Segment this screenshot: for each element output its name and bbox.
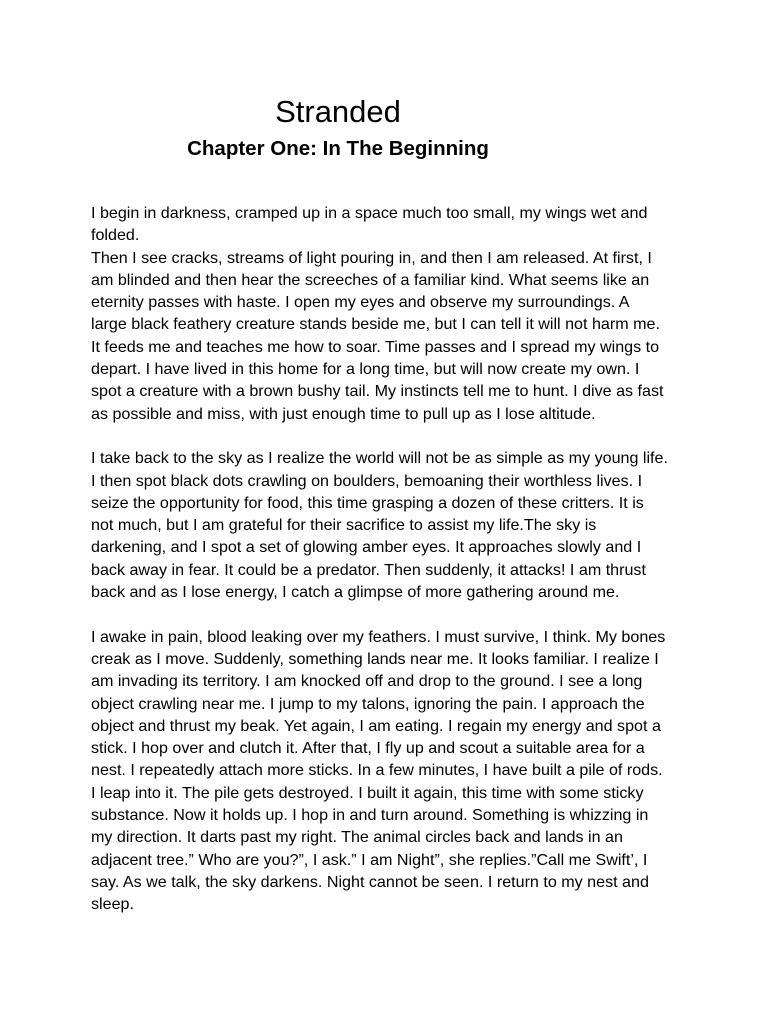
chapter-heading: Chapter One: In The Beginning: [187, 137, 489, 160]
text-line: object crawling near me. I jump to my talons, ignoring the pain. I approach the: [91, 694, 645, 713]
text-line: am blinded and then hear the screeches of a familiar kind. What seems like an: [91, 270, 650, 289]
text-line: say. As we talk, the sky darkens. Night cannot be seen. I return to my nest and: [91, 872, 649, 891]
text-line: folded.: [91, 226, 140, 245]
text-line: as possible and miss, with just enough time to pull up as I lose altitude.: [91, 404, 596, 423]
text-line: I awake in pain, blood leaking over my feathers. I must survive, I think. My bones: [91, 627, 666, 646]
document-body: [91, 202, 691, 916]
text-line: not much, but I am grateful for their sacrifice to assist my life.The sky is: [91, 516, 597, 535]
text-line: eternity passes with haste. I open my eyes and observe my surroundings. A: [91, 293, 630, 312]
text-line: spot a creature with a brown bushy tail. My instincts tell me to hunt. I dive as fast: [91, 382, 664, 401]
text-line: stick. I hop over and clutch it. After that, I fly up and scout a suitable area for a: [91, 739, 645, 758]
paragraph: [91, 447, 691, 603]
text-line: back away in fear. It could be a predator. Then suddenly, it attacks! I am thrust: [91, 560, 646, 579]
text-line: large black feathery creature stands beside me, but I can tell it will not harm me.: [91, 315, 660, 334]
text-line: Then I see cracks, streams of light pouring in, and then I am released. At first, I: [91, 248, 652, 267]
paragraph: [91, 247, 691, 425]
text-line: I then spot black dots crawling on boulders, bemoaning their worthless lives. I: [91, 471, 643, 490]
text-line: I leap into it. The pile gets destroyed. I built it again, this time with some sticky: [91, 783, 644, 802]
text-line: am invading its territory. I am knocked off and drop to the ground. I see a long: [91, 672, 643, 691]
document-title: Stranded: [275, 94, 401, 129]
text-line: creak as I move. Suddenly, something lands near me. It looks familiar. I realize I: [91, 649, 659, 668]
paragraph: [91, 202, 691, 247]
text-line: object and thrust my beak. Yet again, I am eating. I regain my energy and spot a: [91, 716, 661, 735]
text-line: seize the opportunity for food, this time grasping a dozen of these critters. It is: [91, 493, 644, 512]
paragraph-gap: [91, 425, 691, 447]
text-line: substance. Now it holds up. I hop in and turn around. Something is whizzing in: [91, 806, 649, 825]
paragraph: [91, 626, 691, 916]
text-line: I take back to the sky as I realize the world will not be as simple as my young life.: [91, 449, 668, 468]
text-line: It feeds me and teaches me how to soar. Time passes and I spread my wings to: [91, 337, 660, 356]
text-line: adjacent tree.” Who are you?”, I ask.” I am Night”, she replies.”Call me Swift’, I: [91, 850, 648, 869]
text-line: I begin in darkness, cramped up in a space much too small, my wings wet and: [91, 204, 648, 222]
text-line: back and as I lose energy, I catch a glimpse of more gathering around me.: [91, 583, 620, 602]
text-line: nest. I repeatedly attach more sticks. In a few minutes, I have built a pile of rods.: [91, 761, 663, 780]
paragraph-gap: [91, 603, 691, 625]
text-line: darkening, and I spot a set of glowing amber eyes. It approaches slowly and I: [91, 538, 642, 557]
text-line: depart. I have lived in this home for a long time, but will now create my own. I: [91, 360, 640, 379]
text-line: sleep.: [91, 895, 134, 914]
text-line: my direction. It darts past my right. The animal circles back and lands in an: [91, 828, 623, 847]
